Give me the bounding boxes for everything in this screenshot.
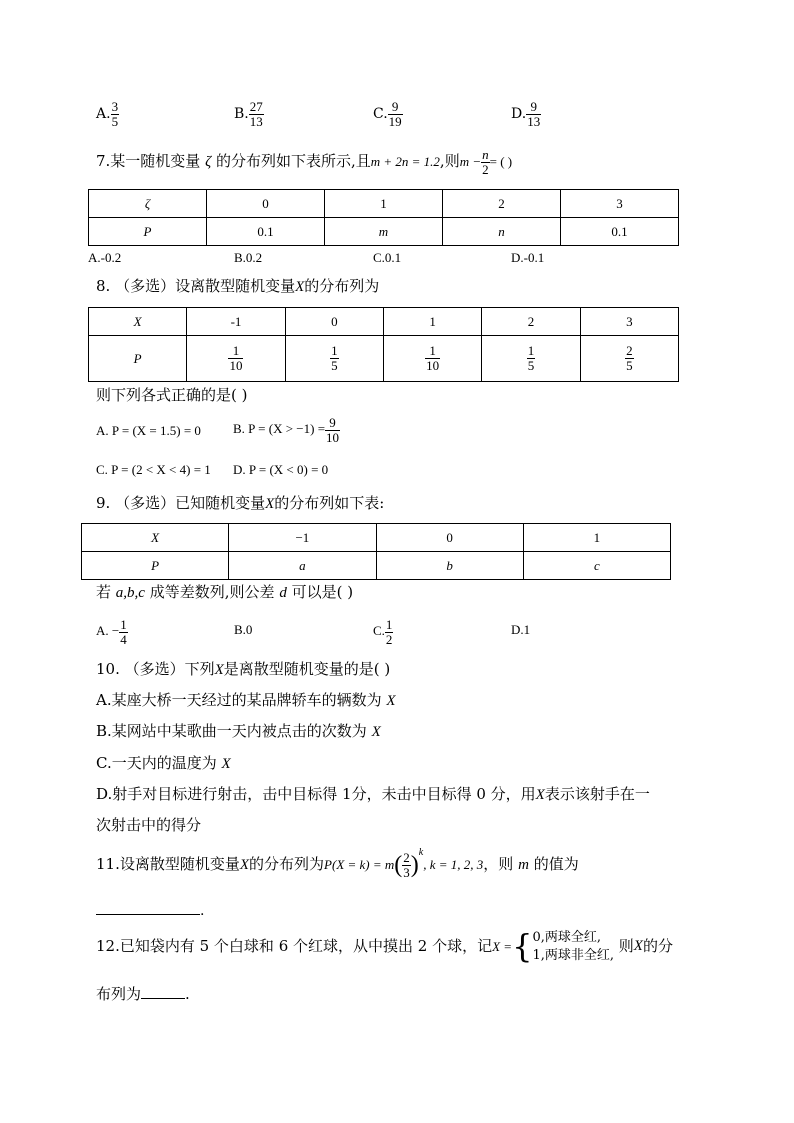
fraction-denominator: 10 [229, 358, 243, 373]
q7-distribution-table [88, 189, 679, 246]
q10-option-a-text: A.某座大桥一天经过的某品牌轿车的辆数为 [96, 691, 382, 709]
fraction-denominator: 5 [111, 113, 119, 129]
q6-option-a-letter: A. [96, 106, 111, 123]
fraction-denominator: 5 [626, 358, 633, 373]
q9-stem-text: 9. （多选）已知随机变量 [96, 494, 266, 512]
q10-option-c-text: C.一天内的温度为 [96, 754, 217, 772]
q11-formula-post: , k = 1, 2, 3 [423, 857, 484, 872]
fraction-denominator: 19 [388, 113, 402, 129]
q7-option-c: C.0.1 [373, 250, 402, 265]
q8-option-b-fraction [325, 416, 340, 444]
q8-table-cell: -1 [187, 308, 285, 336]
q9-table-header-row [82, 524, 671, 552]
q12-stem-text-post: 的分 [642, 937, 673, 956]
q8-table-cell: X [89, 308, 187, 336]
q8-option-b-text: B. P = (X > −1) = [233, 421, 326, 437]
fraction-denominator: 5 [527, 358, 535, 373]
fraction-numerator: 9 [530, 99, 537, 114]
q11-formula: P(X = k) = m [324, 857, 395, 872]
q9-stem [96, 496, 384, 512]
q6-option-d [511, 100, 541, 128]
q10-stem [96, 662, 390, 678]
q8-table-cell [482, 336, 580, 382]
q8-option-c: C. P = (2 < X < 4) = 1 [96, 462, 211, 477]
fraction-denominator: 4 [120, 631, 127, 647]
q7-table-cell: 0 [206, 190, 324, 218]
q10-stem-text: 10. （多选）下列 [96, 660, 215, 678]
q9-option-c-text: C. [373, 623, 385, 639]
q10-option-d-line1 [96, 787, 650, 803]
fraction-denominator: 2 [482, 161, 489, 177]
q9-table-cell: c [523, 552, 670, 580]
q9-table-prob-row [82, 552, 671, 580]
q9-distribution-table [81, 523, 671, 580]
q11-stem-text-post: 的值为 [533, 855, 579, 873]
q10-option-a [96, 693, 396, 709]
q6-option-c [373, 100, 403, 128]
q12-line2-text: 布列为 [96, 985, 142, 1003]
q9-option-d: D.1 [511, 622, 531, 637]
q9-option-b: B.0 [234, 622, 253, 637]
q8-table-cell: 2 [482, 308, 580, 336]
q12-cases [532, 929, 614, 964]
fraction-numerator: 2 [403, 849, 410, 865]
fraction-numerator: 1 [232, 343, 240, 359]
q7-table-cell: ζ [89, 190, 207, 218]
q10-option-d-text-post: 表示该射手在一 [544, 785, 650, 803]
q8-table-cell [580, 336, 678, 382]
q9-table-cell: X [82, 524, 229, 552]
fraction-numerator: 27 [249, 99, 263, 114]
q11-stem-text-then: ，则 [483, 855, 514, 873]
q12-case-2: 1,两球非全红, [532, 947, 614, 963]
q7-table-cell: 0.1 [206, 218, 324, 246]
fraction-numerator: 1 [331, 343, 338, 359]
q10-variable: X [221, 756, 231, 772]
fraction-numerator: 1 [527, 343, 535, 359]
fraction-denominator: 2 [385, 631, 393, 647]
q11-exponent: k [418, 847, 424, 858]
q11-tail: . [200, 903, 205, 919]
q8-stem [96, 279, 379, 295]
q8-table-cell: P [89, 336, 187, 382]
q6-option-d-letter: D. [511, 106, 527, 123]
fraction-numerator: 1 [120, 617, 127, 632]
q7-table-cell: 1 [325, 190, 443, 218]
q9-question [96, 585, 353, 601]
q9-question-d: d [279, 585, 287, 601]
q10-variable: X [214, 662, 224, 678]
q12-x-eq: X = [492, 939, 513, 955]
fraction-denominator: 3 [403, 864, 410, 880]
q9-option-a-text: A. − [96, 623, 120, 639]
q6-option-b-letter: B. [234, 106, 249, 123]
q7-expression-fraction [481, 148, 490, 176]
q9-variable: X [265, 496, 275, 512]
q7-table-cell: 2 [442, 190, 560, 218]
q9-option-c-fraction [385, 618, 394, 646]
q6-option-b-fraction [249, 100, 264, 128]
q7-expression: m − [459, 154, 482, 170]
q8-table-cell: 0 [285, 308, 383, 336]
q7-condition: m + 2n = 1.2 [370, 154, 440, 170]
q12-case-1: 0,两球全红, [532, 930, 601, 945]
q8-variable: X [295, 279, 305, 295]
fraction-numerator: 2 [626, 343, 633, 359]
q12-tail: . [185, 985, 190, 1003]
q11-left-paren: ( [394, 852, 403, 878]
q9-table-cell: P [82, 552, 229, 580]
fraction-numerator: n [482, 147, 489, 162]
q12-blank-line[interactable] [141, 985, 185, 999]
q9-question-variables: a,b,c [115, 585, 145, 601]
fraction-numerator: 1 [429, 343, 436, 359]
q7-table-cell: 0.1 [560, 218, 678, 246]
q7-table-cell: n [442, 218, 560, 246]
q9-option-a [96, 618, 128, 646]
q12-line2 [96, 985, 190, 1002]
q9-table-cell: a [229, 552, 376, 580]
q8-table-header-row [89, 308, 679, 336]
q6-option-a-fraction [111, 100, 120, 128]
q11-stem-text-mid: 的分布列为 [249, 855, 325, 873]
q11-formula-fraction [402, 851, 411, 879]
q10-stem-text-post: 是离散型随机变量的是( ) [223, 660, 391, 678]
q7-stem-then: ,则 [439, 152, 460, 171]
q12-brace: { [512, 927, 533, 966]
q12-stem [96, 929, 673, 964]
q9-stem-text-post: 的分布列如下表: [274, 494, 385, 512]
q11-stem [96, 848, 579, 879]
q12-stem-text: 12.已知袋内有 5 个白球和 6 个红球，从中摸出 2 个球，记 [96, 937, 493, 956]
q10-option-b-text: B.某网站中某歌曲一天内被点击的次数为 [96, 722, 367, 740]
q10-option-b [96, 724, 381, 740]
fraction-denominator: 5 [331, 358, 338, 373]
q7-table-prob-row [89, 218, 679, 246]
q6-option-c-letter: C. [373, 106, 388, 123]
q10-option-c [96, 756, 231, 772]
fraction-denominator: 10 [326, 429, 340, 445]
q11-blank-line[interactable] [96, 900, 200, 915]
q9-table-cell: 0 [376, 524, 523, 552]
q7-table-cell: m [325, 218, 443, 246]
q7-stem-text-mid: 的分布列如下表所示,且 [215, 152, 371, 171]
q11-answer-blank[interactable] [96, 900, 204, 918]
q8-option-d: D. P = (X < 0) = 0 [233, 462, 329, 477]
q9-option-a-fraction [119, 618, 128, 646]
q8-table-cell [285, 336, 383, 382]
q8-table-cell: 3 [580, 308, 678, 336]
q7-stem [96, 148, 512, 176]
q12-stem-text-then: 则 [618, 937, 634, 956]
q9-table-cell: −1 [229, 524, 376, 552]
q7-option-d: D.-0.1 [511, 250, 545, 265]
q8-option-a: A. P = (X = 1.5) = 0 [96, 423, 201, 438]
q11-right-paren: ) [410, 852, 419, 878]
q7-table-cell: P [89, 218, 207, 246]
fraction-numerator: 1 [385, 617, 393, 632]
q7-option-a: A.-0.2 [88, 250, 122, 265]
q11-variable: X [239, 857, 250, 873]
q7-zeta-symbol: ζ [205, 154, 212, 171]
q7-option-b: B.0.2 [234, 250, 263, 265]
q7-stem-text: 7.某一随机变量 [96, 152, 201, 171]
fraction-denominator: 13 [527, 113, 541, 129]
fraction-denominator: 13 [249, 113, 263, 129]
q6-option-d-fraction [526, 100, 541, 128]
q10-variable: X [386, 693, 396, 709]
fraction-numerator: 9 [329, 415, 336, 430]
q6-option-c-fraction [388, 100, 403, 128]
q12-variable: X [633, 938, 643, 955]
q8-stem-text-post: 的分布列为 [304, 277, 380, 295]
q11-stem-text: 11.设离散型随机变量 [96, 855, 240, 873]
q6-option-a [96, 100, 119, 128]
q8-stem-text: 8. （多选）设离散型随机变量 [96, 277, 296, 295]
fraction-denominator: 10 [426, 358, 440, 373]
q10-option-d-text: D.射手对目标进行射击，击中目标得 1分，未击中目标得 0 分，用 [96, 785, 536, 803]
q8-table-cell: 1 [383, 308, 481, 336]
q8-distribution-table [88, 307, 679, 382]
q8-question: 则下列各式正确的是( ) [96, 386, 248, 404]
q10-option-d-line2: 次射击中的得分 [96, 816, 202, 834]
q6-option-b [234, 100, 264, 128]
q10-variable: X [371, 724, 381, 740]
q8-option-b [233, 416, 340, 444]
q10-variable: X [535, 787, 545, 803]
q7-expression-tail: = ( ) [489, 154, 513, 170]
q9-question-text-mid: 成等差数列,则公差 [149, 583, 275, 601]
fraction-numerator: 3 [111, 99, 119, 114]
q9-question-text-post: 可以是( ) [291, 583, 354, 601]
q7-table-cell: 3 [560, 190, 678, 218]
fraction-numerator: 9 [391, 99, 399, 114]
q8-table-prob-row [89, 336, 679, 382]
q9-question-text: 若 [96, 583, 112, 601]
q9-option-c [373, 618, 393, 646]
q7-table-header-row [89, 190, 679, 218]
q8-table-cell [187, 336, 285, 382]
q11-m: m [518, 857, 529, 873]
q9-table-cell: b [376, 552, 523, 580]
q8-table-cell [383, 336, 481, 382]
q9-table-cell: 1 [523, 524, 670, 552]
